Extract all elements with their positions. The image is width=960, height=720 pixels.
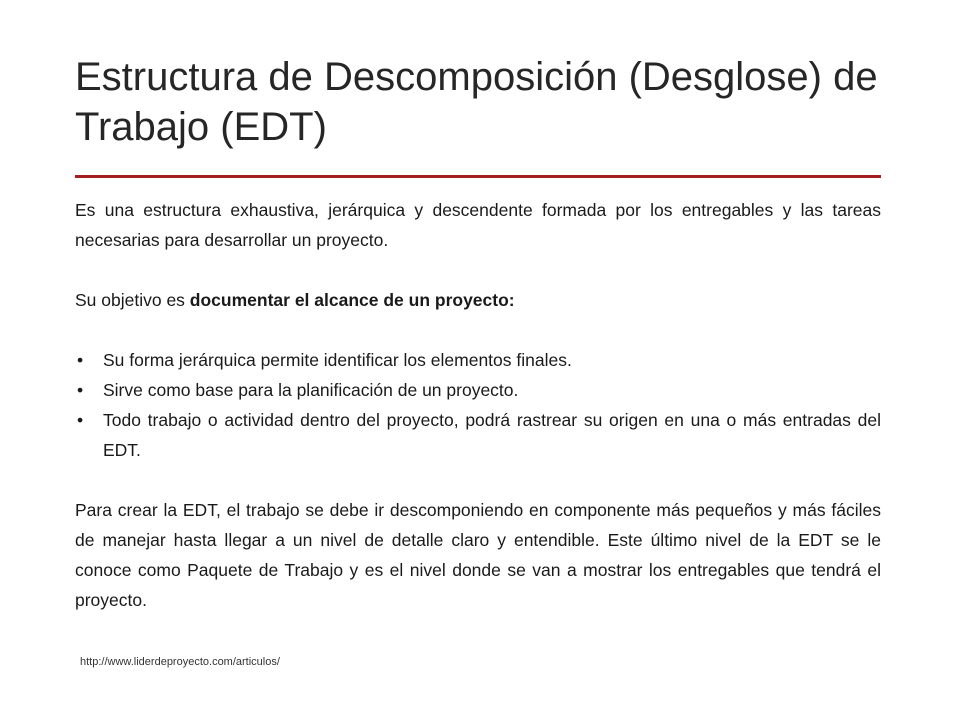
bullet-list bbox=[75, 345, 881, 465]
objective-prefix: Su objetivo es bbox=[75, 290, 190, 310]
bullet-icon: • bbox=[77, 350, 84, 370]
closing-paragraph: Para crear la EDT, el trabajo se debe ir descomponiendo en componente más pequeños y más fáciles de manejar hasta llegar a un nivel de detalle claro y entendible. Este último nivel de la EDT se le conoce como Paquete de Trabajo y es el nivel donde se van a mostrar los entregables que tendrá el proyecto. bbox=[75, 500, 881, 610]
bullet-icon: • bbox=[77, 410, 84, 430]
slide-body bbox=[75, 195, 881, 615]
bullet-item bbox=[75, 345, 881, 375]
objective-line bbox=[75, 285, 881, 315]
bullet-icon: • bbox=[77, 380, 84, 400]
bullet-text: Sirve como base para la planificación de un proyecto. bbox=[103, 380, 519, 400]
bullet-text: Todo trabajo o actividad dentro del proyecto, podrá rastrear su origen en una o más entradas del EDT. bbox=[103, 410, 881, 460]
slide-title: Estructura de Descomposición (Desglose) de Trabajo (EDT) bbox=[75, 55, 878, 149]
intro-paragraph: Es una estructura exhaustiva, jerárquica y descendente formada por los entregables y las tareas necesarias para desarrollar un proyecto. bbox=[75, 200, 881, 250]
bullet-item bbox=[75, 375, 881, 405]
bullet-item bbox=[75, 405, 881, 465]
objective-emphasis: documentar el alcance de un proyecto: bbox=[189, 290, 515, 310]
source-url: http://www.liderdeproyecto.com/articulos/ bbox=[80, 656, 280, 668]
title-divider bbox=[75, 175, 881, 178]
bullet-text: Su forma jerárquica permite identificar los elementos finales. bbox=[103, 350, 572, 370]
